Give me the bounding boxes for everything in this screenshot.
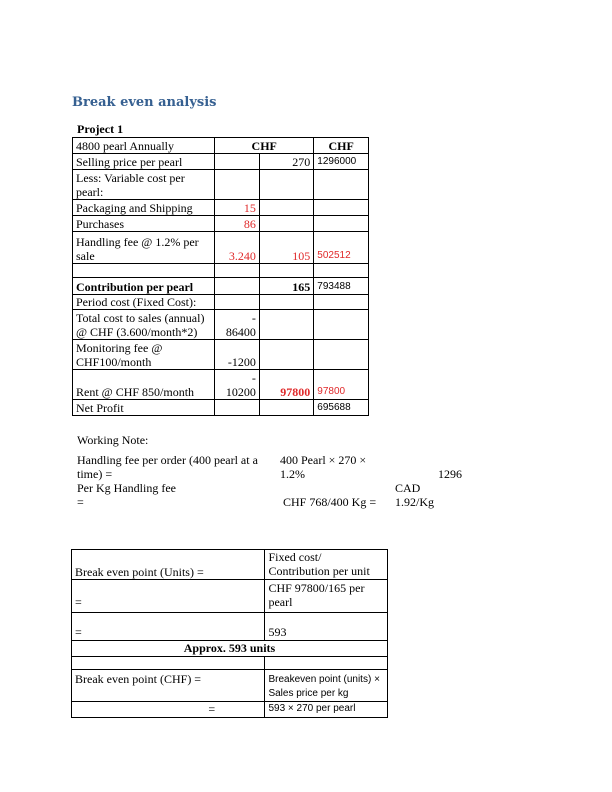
- equals-sign: =: [72, 613, 265, 641]
- row-label: Period cost (Fixed Cost):: [73, 295, 215, 310]
- handling-note-result: 1296: [438, 467, 462, 481]
- selling-price: 270: [259, 154, 313, 170]
- chf-formula: Breakeven point (units) × Sales price per kg: [265, 670, 388, 702]
- table-row: [73, 295, 369, 310]
- row-label: Net Profit: [73, 400, 215, 416]
- row-label: Monitoring fee @ CHF100/month: [73, 340, 215, 370]
- header-label: 4800 pearl Annually: [73, 138, 215, 154]
- row-label: Handling fee @ 1.2% per sale: [73, 232, 215, 264]
- units-result: 593: [265, 613, 388, 641]
- perkg-note-currency: CAD: [395, 481, 421, 495]
- chf-calc: 593 × 270 per pearl: [265, 702, 388, 718]
- table-row: [73, 310, 369, 340]
- row-label: Rent @ CHF 850/month: [73, 370, 215, 400]
- rent-value: [215, 370, 260, 400]
- table-row: [72, 580, 388, 613]
- table-row: [73, 370, 369, 400]
- break-even-table: [72, 137, 369, 416]
- approx-units: Approx. 593 units: [72, 641, 388, 657]
- fixed-cost-total: 97800: [259, 370, 313, 400]
- equals-sign: =: [72, 580, 265, 613]
- units-formula: Fixed cost/ Contribution per unit: [265, 550, 388, 580]
- row-label: Purchases: [73, 216, 215, 232]
- handling-note-calc-1: 400 Pearl × 270 ×: [280, 453, 367, 467]
- net-profit: 695688: [314, 400, 369, 416]
- row-label: Packaging and Shipping: [73, 200, 215, 216]
- equals-sign: =: [72, 702, 265, 718]
- table-row: [73, 154, 369, 170]
- chf-label: Break even point (CHF) =: [72, 670, 265, 702]
- total-cost-amount: 86400: [225, 325, 256, 339]
- fixed-cost-annual: 97800: [314, 370, 369, 400]
- units-calc: CHF 97800/165 per pearl: [265, 580, 388, 613]
- row-label: Selling price per pearl: [73, 154, 215, 170]
- minus-sign: -: [251, 371, 256, 385]
- table-row: [73, 340, 369, 370]
- perkg-note-equals: =: [77, 495, 84, 509]
- packaging-cost: 15: [215, 200, 260, 216]
- handling-fee: 3.240: [215, 232, 260, 264]
- header-chf-1: CHF: [215, 138, 314, 154]
- table-row: [72, 657, 388, 670]
- table-row: [73, 278, 369, 295]
- table-row: [73, 170, 369, 200]
- perkg-note-result: 1.92/Kg: [395, 495, 434, 509]
- contribution-total: 793488: [314, 278, 369, 295]
- handling-note-label: Handling fee per order (400 pearl at a time) =: [77, 453, 258, 481]
- project-label: Project 1: [77, 122, 124, 136]
- header-chf-2: CHF: [314, 138, 369, 154]
- table-row: [72, 702, 388, 718]
- table-row: [72, 613, 388, 641]
- selling-total: 1296000: [314, 154, 369, 170]
- table-row: [72, 641, 388, 657]
- table-row: [73, 400, 369, 416]
- table-row: [72, 670, 388, 702]
- handling-note-calc-2: 1.2%: [280, 467, 305, 481]
- table-row: [72, 550, 388, 580]
- break-even-point-table: [71, 549, 388, 718]
- units-label: Break even point (Units) =: [72, 550, 265, 580]
- minus-sign: -: [251, 311, 256, 325]
- page-title: Break even analysis: [72, 95, 217, 110]
- purchases-cost: 86: [215, 216, 260, 232]
- table-row: [73, 138, 369, 154]
- total-cost-value: [215, 310, 260, 340]
- row-label: Total cost to sales (annual) @ CHF (3.600/month*2): [73, 310, 215, 340]
- rent-amount: 10200: [225, 385, 256, 399]
- working-note-title: Working Note:: [77, 433, 149, 447]
- table-row: [73, 264, 369, 278]
- table-row: [73, 232, 369, 264]
- handling-total: 502512: [314, 232, 369, 264]
- row-label: Contribution per pearl: [73, 278, 215, 295]
- handling-per-pearl: 105: [259, 232, 313, 264]
- table-row: [73, 216, 369, 232]
- monitoring-fee: -1200: [215, 340, 260, 370]
- perkg-note-calc: CHF 768/400 Kg =: [283, 495, 377, 509]
- perkg-note-label: Per Kg Handling fee: [77, 481, 176, 495]
- row-label: Less: Variable cost per pearl:: [73, 170, 215, 200]
- table-row: [73, 200, 369, 216]
- contribution-per-pearl: 165: [259, 278, 313, 295]
